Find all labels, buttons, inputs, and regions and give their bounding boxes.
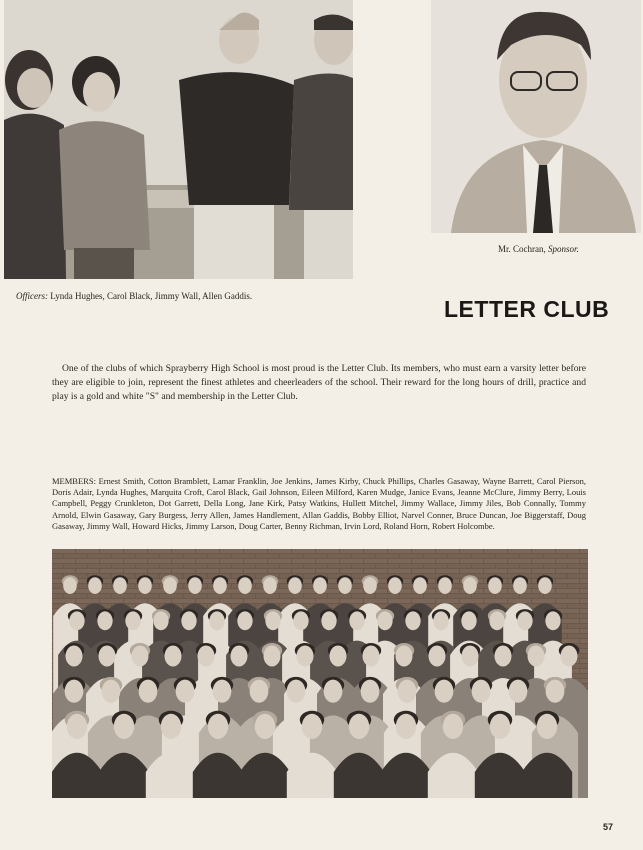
group-member-face	[293, 611, 308, 630]
group-member-face	[472, 680, 491, 703]
group-member-face	[132, 646, 149, 667]
sponsor-photo	[431, 0, 641, 233]
group-member-face	[509, 680, 528, 703]
group-member-face	[361, 680, 380, 703]
group-member-face	[99, 646, 116, 667]
group-member-face	[405, 611, 420, 630]
group-member-face	[461, 611, 476, 630]
sponsor-caption	[498, 243, 579, 255]
group-member-face	[545, 611, 560, 630]
group-member-face	[546, 680, 565, 703]
group-member-face	[537, 714, 557, 739]
group-member-face	[490, 714, 510, 739]
group-photo	[52, 549, 588, 798]
group-member-face	[561, 646, 578, 667]
group-member-face	[489, 611, 504, 630]
group-member-face	[88, 577, 102, 594]
group-member-face	[176, 680, 195, 703]
page-number: 57	[603, 822, 614, 832]
group-member-face	[263, 577, 277, 594]
group-member-face	[125, 611, 140, 630]
officers-caption-names: Lynda Hughes, Carol Black, Jimmy Wall, Allen Gaddis.	[50, 291, 253, 301]
group-member-face	[165, 646, 182, 667]
group-member-face	[438, 577, 452, 594]
sponsor-name: Mr. Cochran,	[498, 244, 546, 254]
group-member-face	[349, 611, 364, 630]
group-member-face	[97, 611, 112, 630]
body-paragraph: One of the clubs of which Sprayberry High School is most proud is the Letter Club. Its members, who must earn a varsity letter before they are eligible to join, represent the finest athletes and cheerleaders of the school. Their reward for the long hours of drill, practice and play is a gold and white "S" and membership in the Letter Club.	[52, 363, 586, 402]
group-member-face	[349, 714, 369, 739]
group-member-face	[181, 611, 196, 630]
group-member-face	[238, 577, 252, 594]
officers-photo-illustration	[4, 0, 353, 279]
group-member-face	[113, 577, 127, 594]
group-member-face	[139, 680, 158, 703]
sponsor-role: Sponsor.	[548, 244, 579, 254]
group-member-face	[302, 714, 322, 739]
group-member-face	[321, 611, 336, 630]
group-member-face	[138, 577, 152, 594]
group-member-face	[161, 714, 181, 739]
group-member-face	[429, 646, 446, 667]
group-member-face	[66, 646, 83, 667]
members-list: MEMBERS: Ernest Smith, Cotton Bramblett, Lamar Franklin, Joe Jenkins, James Kirby, Chuck Phillips, Charles Gasaway, Wayne Barrett, Carol Pierson, Doris Adair, Lynda Hughes, Marquita Croft, Carol Black, Gail Johnson, Eileen Milford, Karen Mudge, Janice Evans, Jeanne McClure, Jimmy Berry, Louis Campbell, Peggy Crunkleton, Dot Garrett, Della Long, Jane Kirk, Patsy Watkins, Hullett Mitchel, Jimmy Wallace, Jimmy Jiles, Bob Connally, Tommy Arnold, Elwin Gasaway, Gary Burgess, Jerry Allen, James Handlement, Allan Gaddis, Bobby Elliot, Narvel Conner, Bruce Duncan, Joe Biggerstaff, Doug Gasaway, Jimmy Wall, Howard Hicks, Jimmy Larson, Doug Carter, Benny Richman, Irvin Lord, Roland Horn, Robert Holcombe.	[52, 476, 586, 531]
group-member-face	[208, 714, 228, 739]
group-member-face	[265, 611, 280, 630]
group-member-face	[363, 577, 377, 594]
group-member-face	[287, 680, 306, 703]
group-member-face	[338, 577, 352, 594]
group-member-face	[435, 680, 454, 703]
group-member-face	[330, 646, 347, 667]
group-member-face	[153, 611, 168, 630]
group-member-face	[513, 577, 527, 594]
sponsor-photo-illustration	[431, 0, 641, 233]
group-member-face	[363, 646, 380, 667]
group-member-face	[396, 646, 413, 667]
group-member-face	[63, 577, 77, 594]
group-member-face	[163, 577, 177, 594]
group-member-face	[65, 680, 84, 703]
group-member-face	[443, 714, 463, 739]
group-member-face	[324, 680, 343, 703]
page-title: LETTER CLUB	[444, 296, 610, 322]
officers-photo	[4, 0, 353, 279]
group-photo-illustration	[52, 549, 588, 798]
group-member-face	[297, 646, 314, 667]
group-member-face	[198, 646, 215, 667]
group-member-face	[102, 680, 121, 703]
group-member-face	[250, 680, 269, 703]
officers-caption	[16, 290, 252, 302]
group-member-face	[413, 577, 427, 594]
group-member-face	[488, 577, 502, 594]
group-member-face	[517, 611, 532, 630]
group-member-face	[462, 646, 479, 667]
group-member-face	[463, 577, 477, 594]
group-member-face	[255, 714, 275, 739]
group-member-face	[209, 611, 224, 630]
group-member-face	[396, 714, 416, 739]
group-member-face	[528, 646, 545, 667]
group-member-face	[69, 611, 84, 630]
group-member-face	[213, 577, 227, 594]
group-member-face	[264, 646, 281, 667]
group-member-face	[538, 577, 552, 594]
group-member-face	[313, 577, 327, 594]
group-member-face	[213, 680, 232, 703]
group-member-face	[188, 577, 202, 594]
group-member-face	[67, 714, 87, 739]
officers-caption-lead: Officers:	[16, 291, 48, 301]
group-member-face	[398, 680, 417, 703]
group-member-face	[288, 577, 302, 594]
group-member-face	[377, 611, 392, 630]
group-member-face	[433, 611, 448, 630]
group-member-face	[231, 646, 248, 667]
group-member-face	[237, 611, 252, 630]
group-member-face	[495, 646, 512, 667]
group-member-face	[388, 577, 402, 594]
group-member-face	[114, 714, 134, 739]
